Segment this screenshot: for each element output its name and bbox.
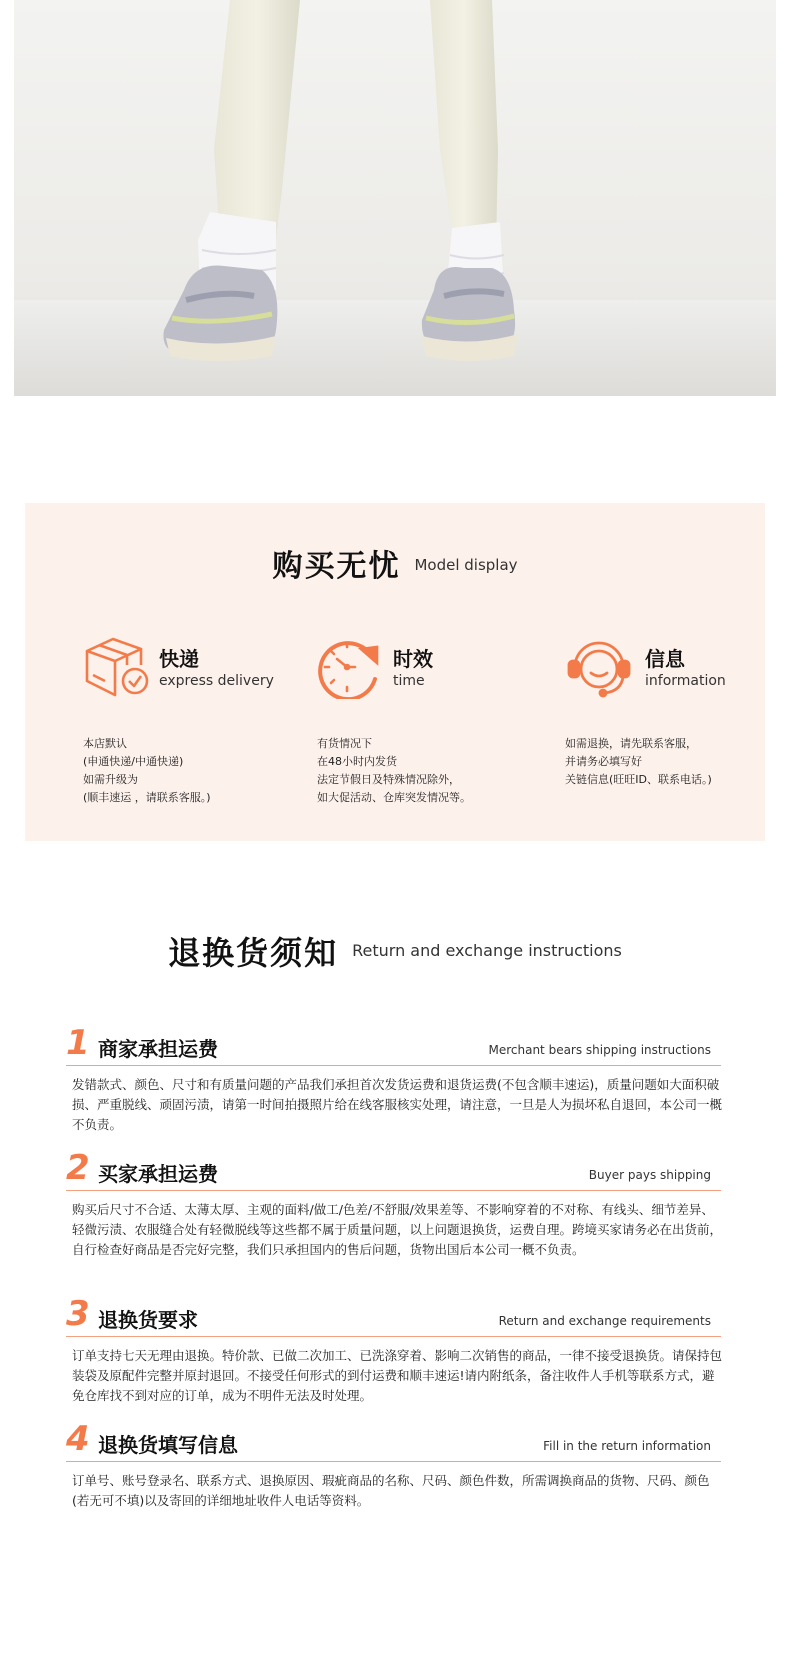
item-subtitle: Fill in the return information xyxy=(543,1439,711,1453)
item-body: 订单号、账号登录名、联系方式、退换原因、瑕疵商品的名称、尺码、颜色件数，所需调换商品的货物、尺码、颜色(若无可不填)以及寄回的详细地址收件人电话等资料。 xyxy=(72,1473,710,1508)
item-body: 发错款式、颜色、尺寸和有质量问题的产品我们承担首次发货运费和退货运费(不包含顺丰速运)，质量问题如大面积破损、严重脱线、顽固污渍，请第一时间拍摄照片给在线客服核实处理，请注意，一旦是人为损坏私自退回，本公司一概不负责。 xyxy=(72,1077,723,1132)
feature-description xyxy=(83,735,211,807)
item-subtitle: Return and exchange requirements xyxy=(498,1314,711,1328)
item-title: 退换货填写信息 xyxy=(98,1433,238,1457)
returns-title: 退换货须知 xyxy=(168,934,339,972)
item-title: 商家承担运费 xyxy=(98,1037,218,1061)
divider xyxy=(66,1461,721,1462)
item-body: 购买后尺寸不合适、太薄太厚、主观的面料/做工/色差/不舒服/效果差等、不影响穿着的不对称、有线头、细节差异、轻微污渍、农服缝合处有轻微脱线等这些都不属于质量问题，以上问题退换货，运费自理。跨境买家请务必在出货前，自行检查好商品是否完好完整，我们只承担国内的售后问题，货物出国后本公司一概不负责。 xyxy=(72,1202,723,1257)
headset-service-icon xyxy=(565,635,635,699)
feature-line: 如需退换，请先联系客服， xyxy=(565,737,697,750)
returns-heading xyxy=(0,928,790,974)
divider xyxy=(66,1190,721,1191)
feature-subtitle: information xyxy=(645,673,726,689)
panel-title: 购买无忧 xyxy=(272,549,401,584)
panel-subtitle: Model display xyxy=(414,556,518,574)
item-number: 3 xyxy=(66,1294,90,1334)
item-subtitle: Buyer pays shipping xyxy=(588,1168,711,1182)
item-title: 买家承担运费 xyxy=(98,1162,218,1186)
item-title: 退换货要求 xyxy=(98,1308,198,1332)
feature-line: 在48小时内发货 xyxy=(317,755,397,768)
feature-line: 关链信息(旺旺ID、联系电话。) xyxy=(565,773,712,786)
feature-title: 时效 xyxy=(393,647,433,671)
feature-line: 有货情况下 xyxy=(317,737,372,750)
item-body: 订单支持七天无理由退换。特价款、已做二次加工、已洗涤穿着、影响二次销售的商品，一律不接受退换货。请保持包装袋及原配件完整并原封退回。不接受任何形式的到付运费和顺丰速运!请内附纸条，备注收件人手机等联系方式，避免仓库找不到对应的订单，成为不明件无法及时处理。 xyxy=(72,1348,723,1403)
feature-line: 并请务必填写好 xyxy=(565,755,642,768)
item-number: 2 xyxy=(66,1148,90,1188)
feature-subtitle: time xyxy=(393,673,425,689)
item-subtitle: Merchant bears shipping instructions xyxy=(488,1043,711,1057)
feature-line: 如需升级为 xyxy=(83,773,138,786)
package-delivery-icon xyxy=(83,635,153,699)
feature-description xyxy=(317,735,471,807)
returns-subtitle: Return and exchange instructions xyxy=(352,941,622,960)
item-number: 1 xyxy=(66,1023,90,1063)
divider xyxy=(66,1336,721,1337)
feature-line: (顺丰速运 ，请联系客服。) xyxy=(83,791,211,804)
feature-line: 如大促活动、仓库突发情况等。 xyxy=(317,791,471,804)
clock-arrow-icon xyxy=(317,635,387,699)
feature-subtitle: express delivery xyxy=(159,673,274,689)
feature-line: 法定节假日及特殊情况除外， xyxy=(317,773,460,786)
divider xyxy=(66,1065,721,1066)
feature-title: 快递 xyxy=(159,647,199,671)
product-photo xyxy=(14,0,776,396)
feature-line: (申通快递/中通快递) xyxy=(83,755,184,768)
feature-title: 信息 xyxy=(645,647,685,671)
feature-line: 本店默认 xyxy=(83,737,127,750)
item-number: 4 xyxy=(66,1419,90,1459)
panel-heading xyxy=(25,541,765,585)
feature-description xyxy=(565,735,712,789)
worry-free-panel xyxy=(25,503,765,841)
